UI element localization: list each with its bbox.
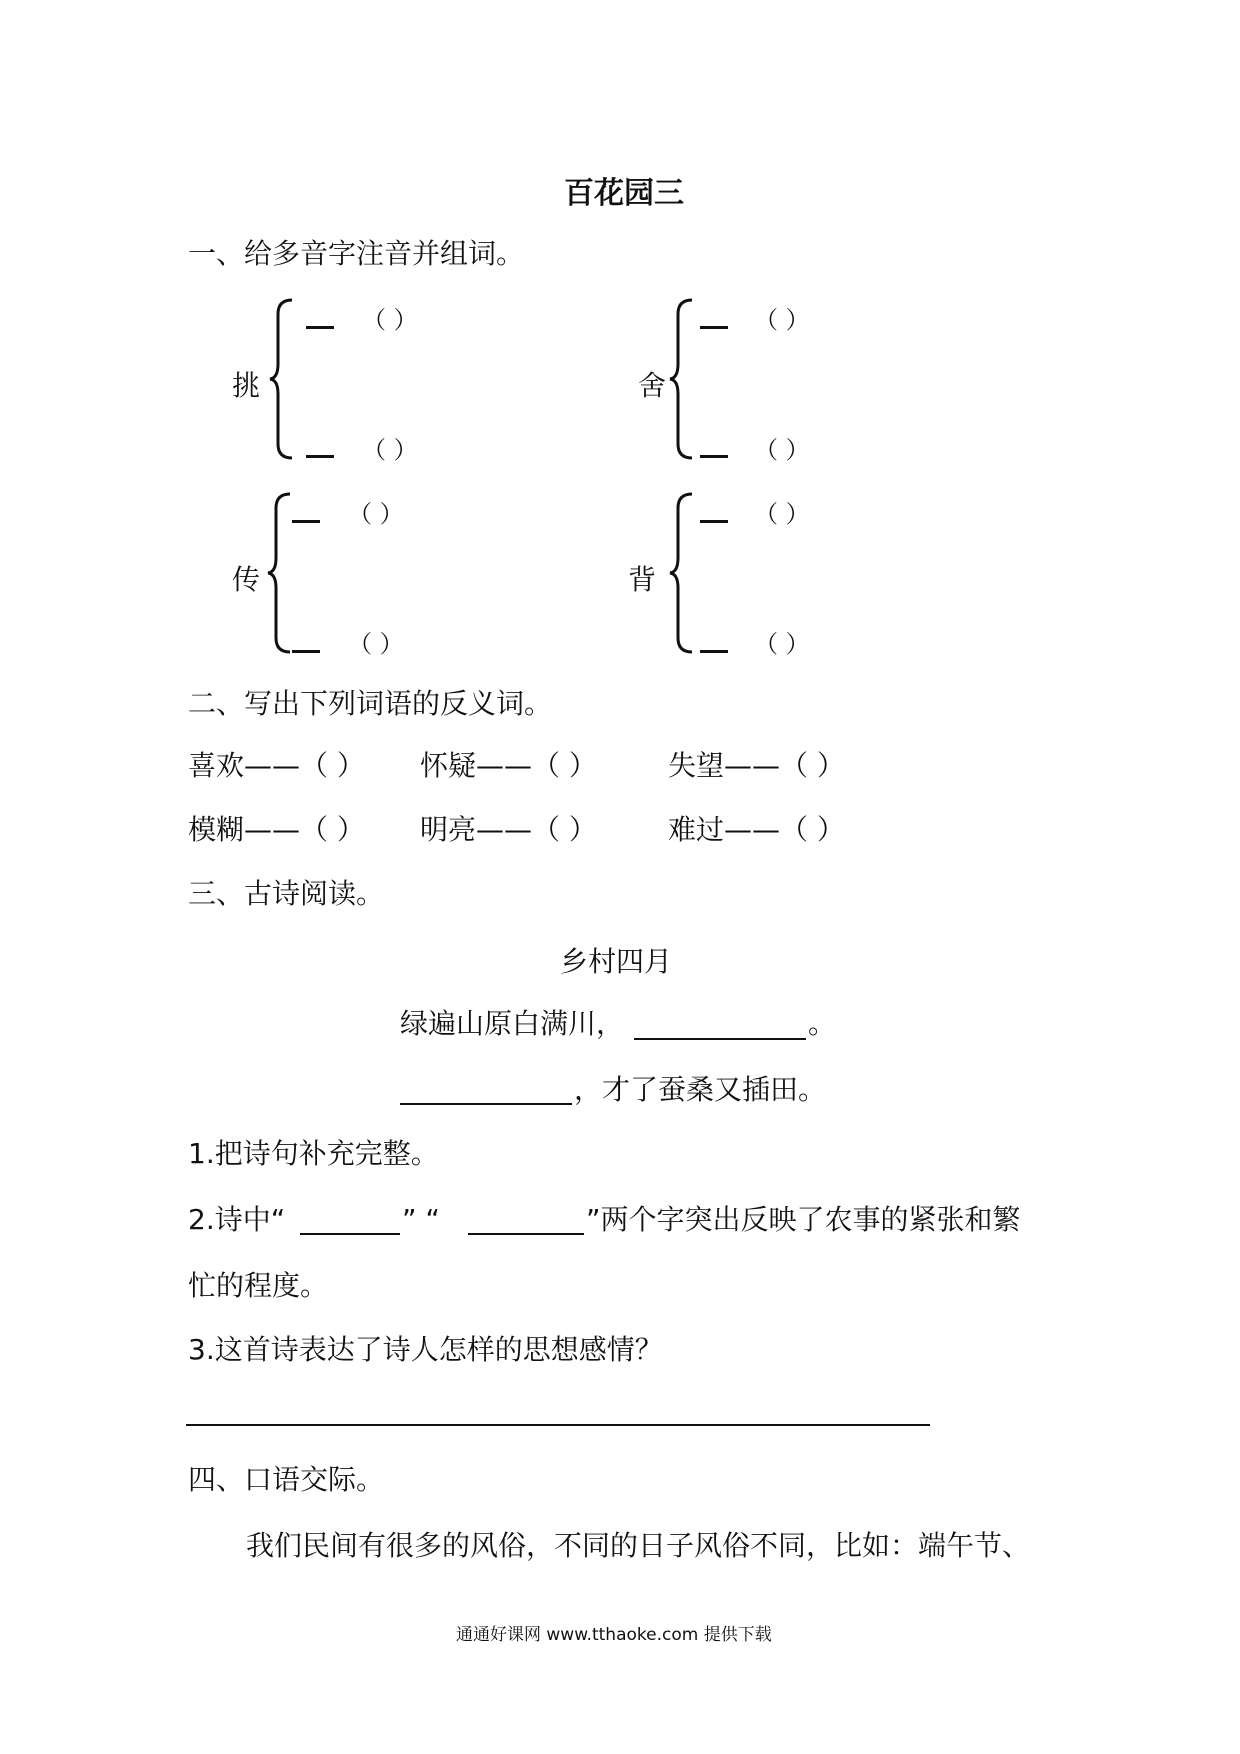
question-3: 3.这首诗表达了诗人怎样的思想感情？ xyxy=(188,1333,663,1366)
antonym-item[interactable]: 模糊——（ ） xyxy=(188,813,365,846)
antonym-item[interactable]: 明亮——（ ） xyxy=(420,813,597,846)
poem-line-1: 绿遍山原白满川， xyxy=(400,1007,625,1040)
brace-icon xyxy=(268,298,294,460)
answer-blank[interactable] xyxy=(700,520,728,523)
answer-paren[interactable]: （ ） xyxy=(348,630,404,658)
question-2-suffix: ”两个字突出反映了农事的紧张和繁 xyxy=(586,1203,1021,1236)
antonym-item[interactable]: 怀疑——（ ） xyxy=(420,749,597,782)
antonym-item[interactable]: 喜欢——（ ） xyxy=(188,749,365,782)
question-1: 1.把诗句补充完整。 xyxy=(188,1137,439,1170)
answer-paren[interactable]: （ ） xyxy=(348,500,404,528)
footer-note: 通通好课网 www.tthaoke.com 提供下载 xyxy=(456,1625,772,1645)
poem-line-2: ，才了蚕桑又插田。 xyxy=(574,1073,827,1106)
answer-blank[interactable] xyxy=(306,326,334,329)
section4-heading: 四、口语交际。 xyxy=(188,1463,385,1496)
poem-title: 乡村四月 xyxy=(560,945,673,978)
answer-blank[interactable] xyxy=(700,650,728,653)
polyphone-char: 背 xyxy=(628,563,657,596)
answer-paren[interactable]: （ ） xyxy=(362,436,418,464)
answer-blank[interactable] xyxy=(292,520,320,523)
question-2-mid: ” “ xyxy=(402,1203,440,1236)
brace-icon xyxy=(266,492,292,654)
answer-blank[interactable] xyxy=(306,455,334,458)
polyphone-char: 舍 xyxy=(638,369,667,402)
answer-blank[interactable] xyxy=(292,650,320,653)
brace-icon xyxy=(668,492,694,654)
answer-paren[interactable]: （ ） xyxy=(754,500,810,528)
answer-blank[interactable] xyxy=(700,326,728,329)
antonym-item[interactable]: 难过——（ ） xyxy=(668,813,845,846)
question-3-answer-line[interactable] xyxy=(186,1424,930,1426)
question-2-prefix: 2.诗中“ xyxy=(188,1203,286,1236)
section1-heading: 一、给多音字注音并组词。 xyxy=(188,237,525,270)
polyphone-char: 挑 xyxy=(232,369,261,402)
section4-paragraph: 我们民间有很多的风俗，不同的日子风俗不同，比如：端午节、 xyxy=(246,1529,1031,1562)
question-2-blank-2[interactable] xyxy=(468,1233,584,1235)
answer-blank[interactable] xyxy=(700,455,728,458)
answer-paren[interactable]: （ ） xyxy=(754,630,810,658)
polyphone-char: 传 xyxy=(232,563,261,596)
question-2-blank-1[interactable] xyxy=(300,1233,400,1235)
question-2-cont: 忙的程度。 xyxy=(188,1269,329,1302)
answer-paren[interactable]: （ ） xyxy=(754,306,810,334)
antonym-item[interactable]: 失望——（ ） xyxy=(668,749,845,782)
section3-heading: 三、古诗阅读。 xyxy=(188,877,385,910)
page-title: 百花园三 xyxy=(564,176,684,211)
answer-paren[interactable]: （ ） xyxy=(754,436,810,464)
poem-blank-1[interactable] xyxy=(634,1038,806,1040)
brace-icon xyxy=(668,298,694,460)
answer-paren[interactable]: （ ） xyxy=(362,306,418,334)
poem-blank-2[interactable] xyxy=(400,1103,572,1105)
section2-heading: 二、写出下列词语的反义词。 xyxy=(188,687,553,720)
poem-line-1-end: 。 xyxy=(808,1007,837,1040)
